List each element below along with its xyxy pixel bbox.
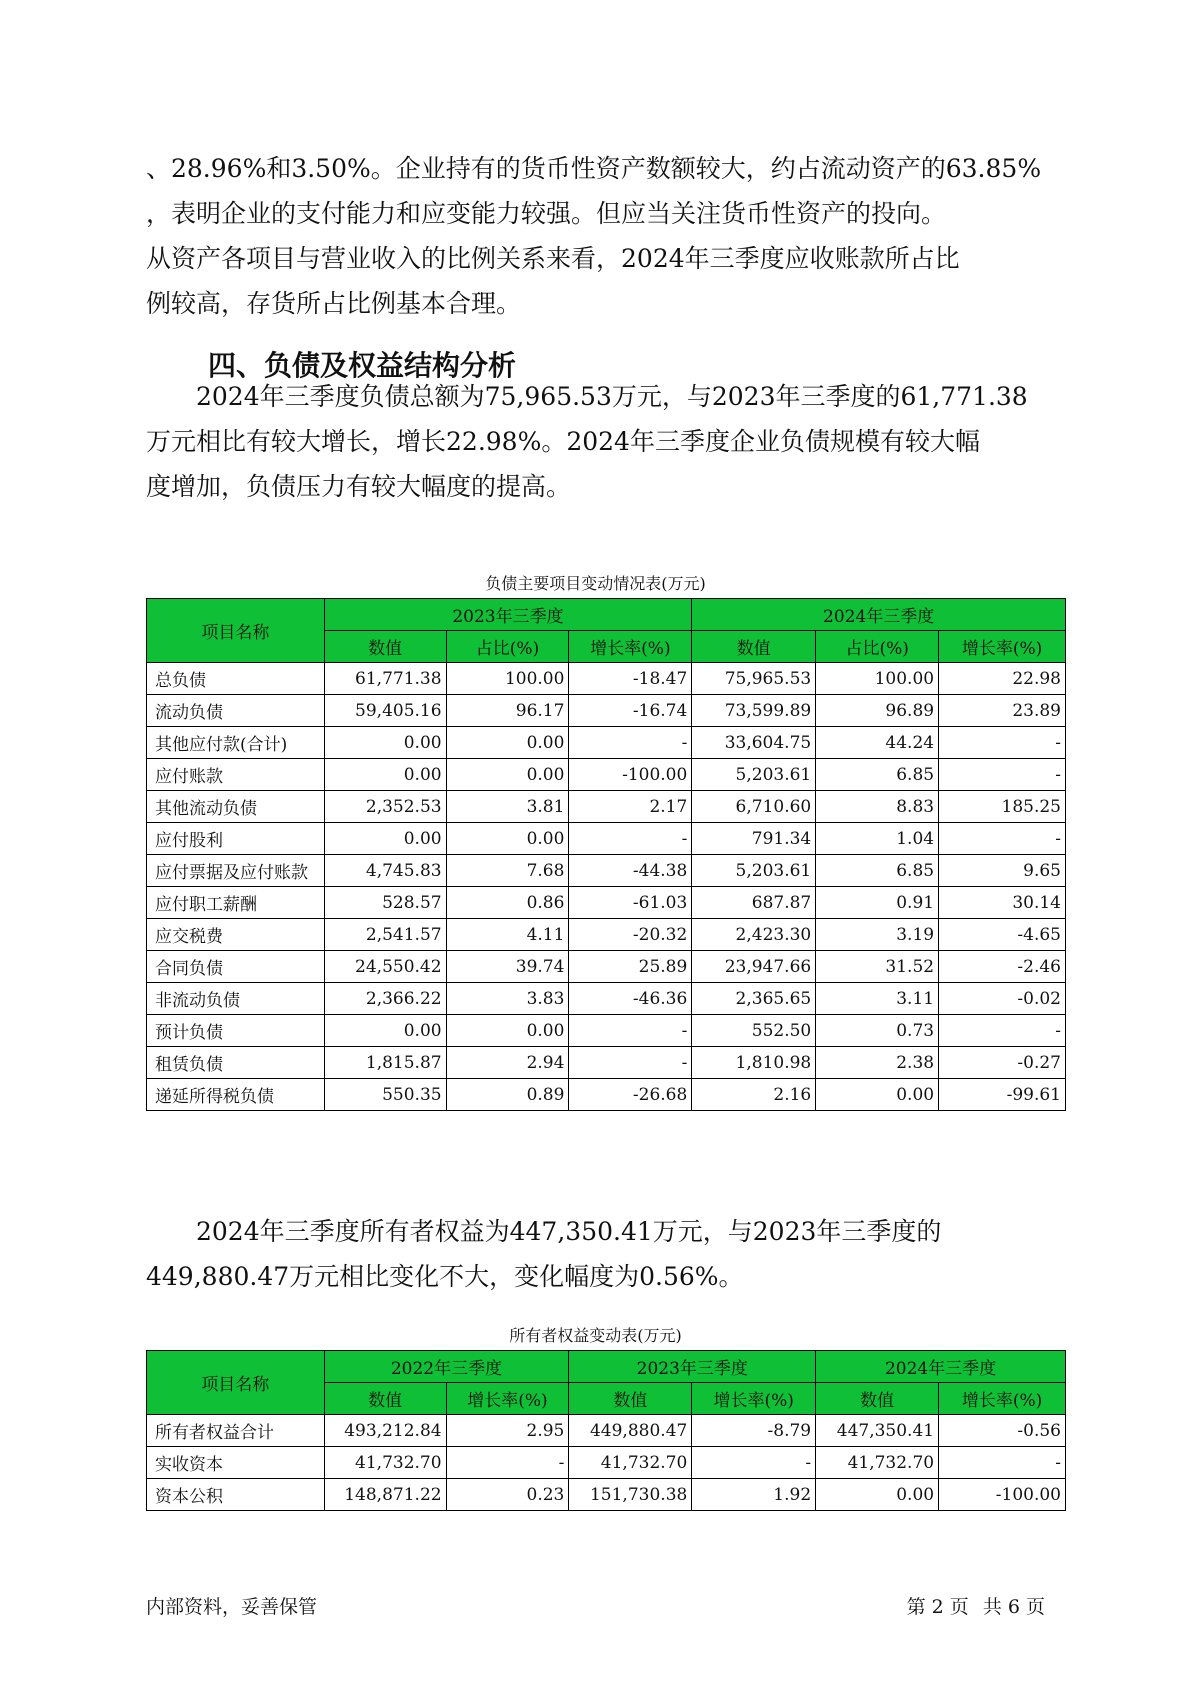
value-cell: 33,604.75: [692, 727, 816, 759]
value-cell: 5,203.61: [692, 759, 816, 791]
value-cell: 73,599.89: [692, 695, 816, 727]
page-total: 共 6 页: [982, 1596, 1045, 1618]
value-cell: -100.00: [569, 759, 692, 791]
value-cell: 5,203.61: [692, 855, 816, 887]
value-cell: 0.00: [446, 1015, 569, 1047]
value-cell: 59,405.16: [324, 695, 446, 727]
footer-page-info: [899, 1592, 1045, 1619]
row-label-cell: 预计负债: [147, 1015, 325, 1047]
value-cell: 30.14: [939, 887, 1066, 919]
row-label-cell: 应付账款: [147, 759, 325, 791]
intro-line: 例较高，存货所占比例基本合理。: [146, 289, 522, 318]
value-cell: 2,365.65: [692, 983, 816, 1015]
value-cell: 75,965.53: [692, 663, 816, 695]
value-cell: 2,366.22: [324, 983, 446, 1015]
value-cell: 151,730.38: [569, 1479, 692, 1511]
liabilities-paragraph: [146, 374, 1066, 509]
value-cell: -20.32: [569, 919, 692, 951]
table-row: [147, 791, 1066, 823]
table-row: [147, 823, 1066, 855]
value-cell: 3.83: [446, 983, 569, 1015]
sub-header: 增长率(%): [446, 1383, 569, 1415]
liabilities-line: 2024年三季度负债总额为75,965.53万元，与2023年三季度的61,771.38: [146, 382, 1028, 411]
intro-line: 从资产各项目与营业收入的比例关系来看，2024年三季度应收账款所占比: [146, 244, 960, 273]
table-row: [147, 1479, 1066, 1511]
value-cell: -16.74: [569, 695, 692, 727]
section-heading: 四、负债及权益结构分析: [208, 349, 517, 382]
period-header: 2024年三季度: [692, 599, 1066, 631]
value-cell: 0.00: [324, 727, 446, 759]
table-row: [147, 887, 1066, 919]
footer-confidential-note: 内部资料，妥善保管: [146, 1596, 318, 1618]
value-cell: -0.56: [939, 1415, 1066, 1447]
liabilities-table-body: [147, 663, 1066, 1111]
value-cell: -61.03: [569, 887, 692, 919]
value-cell: -: [569, 823, 692, 855]
row-label-cell: 其他应付款(合计): [147, 727, 325, 759]
sub-header: 数值: [692, 631, 816, 663]
value-cell: 552.50: [692, 1015, 816, 1047]
table-row: [147, 983, 1066, 1015]
value-cell: 0.00: [446, 823, 569, 855]
value-cell: 493,212.84: [324, 1415, 446, 1447]
value-cell: 41,732.70: [569, 1447, 692, 1479]
value-cell: 6,710.60: [692, 791, 816, 823]
value-cell: 44.24: [816, 727, 939, 759]
value-cell: 0.00: [324, 823, 446, 855]
value-cell: 2,352.53: [324, 791, 446, 823]
value-cell: 4,745.83: [324, 855, 446, 887]
value-cell: 447,350.41: [816, 1415, 939, 1447]
value-cell: 7.68: [446, 855, 569, 887]
value-cell: -: [939, 727, 1066, 759]
row-label-cell: 资本公积: [147, 1479, 325, 1511]
value-cell: -0.27: [939, 1047, 1066, 1079]
value-cell: 0.00: [816, 1479, 939, 1511]
value-cell: 0.89: [446, 1079, 569, 1111]
value-cell: 39.74: [446, 951, 569, 983]
value-cell: -2.46: [939, 951, 1066, 983]
value-cell: 100.00: [446, 663, 569, 695]
value-cell: 22.98: [939, 663, 1066, 695]
value-cell: 0.86: [446, 887, 569, 919]
table-row: [147, 759, 1066, 791]
value-cell: 0.00: [324, 759, 446, 791]
intro-paragraph: [146, 146, 1066, 326]
value-cell: 41,732.70: [816, 1447, 939, 1479]
period-header: 2023年三季度: [324, 599, 692, 631]
row-label-cell: 所有者权益合计: [147, 1415, 325, 1447]
value-cell: -: [939, 1015, 1066, 1047]
row-label-cell: 总负债: [147, 663, 325, 695]
row-label-cell: 递延所得税负债: [147, 1079, 325, 1111]
equity-table-body: [147, 1415, 1066, 1511]
value-cell: -: [939, 759, 1066, 791]
row-label-cell: 租赁负债: [147, 1047, 325, 1079]
sub-header: 数值: [324, 631, 446, 663]
value-cell: 23.89: [939, 695, 1066, 727]
table-row: [147, 1015, 1066, 1047]
value-cell: 3.11: [816, 983, 939, 1015]
value-cell: 23,947.66: [692, 951, 816, 983]
value-cell: 1,815.87: [324, 1047, 446, 1079]
value-cell: 1,810.98: [692, 1047, 816, 1079]
value-cell: -: [446, 1447, 569, 1479]
sub-header: 数值: [324, 1383, 446, 1415]
value-cell: 0.91: [816, 887, 939, 919]
equity-line: 449,880.47万元相比变化不大，变化幅度为0.56%。: [146, 1262, 744, 1291]
sub-header: 增长率(%): [939, 631, 1066, 663]
value-cell: 2,423.30: [692, 919, 816, 951]
value-cell: 528.57: [324, 887, 446, 919]
item-name-header: 项目名称: [147, 1351, 325, 1415]
sub-header: 占比(%): [446, 631, 569, 663]
row-label-cell: 应付职工薪酬: [147, 887, 325, 919]
value-cell: -100.00: [939, 1479, 1066, 1511]
value-cell: 1.92: [692, 1479, 816, 1511]
equity-table: [146, 1350, 1066, 1511]
table-row: [147, 951, 1066, 983]
period-header: 2024年三季度: [816, 1351, 1066, 1383]
period-header: 2022年三季度: [324, 1351, 569, 1383]
value-cell: -44.38: [569, 855, 692, 887]
value-cell: 2.95: [446, 1415, 569, 1447]
intro-line: 、28.96%和3.50%。企业持有的货币性资产数额较大，约占流动资产的63.85%: [146, 154, 1042, 183]
liabilities-table: [146, 598, 1066, 1111]
value-cell: 2.17: [569, 791, 692, 823]
value-cell: -0.02: [939, 983, 1066, 1015]
value-cell: -4.65: [939, 919, 1066, 951]
value-cell: 1.04: [816, 823, 939, 855]
value-cell: 449,880.47: [569, 1415, 692, 1447]
value-cell: 2.94: [446, 1047, 569, 1079]
sub-header: 数值: [569, 1383, 692, 1415]
value-cell: 3.81: [446, 791, 569, 823]
value-cell: -: [939, 1447, 1066, 1479]
row-label-cell: 应交税费: [147, 919, 325, 951]
row-label-cell: 应付票据及应付账款: [147, 855, 325, 887]
page-number: 第 2 页: [906, 1596, 969, 1618]
table-row: [147, 1047, 1066, 1079]
value-cell: 687.87: [692, 887, 816, 919]
value-cell: 0.73: [816, 1015, 939, 1047]
value-cell: 0.23: [446, 1479, 569, 1511]
value-cell: -: [569, 1047, 692, 1079]
value-cell: 2,541.57: [324, 919, 446, 951]
value-cell: -: [569, 1015, 692, 1047]
period-header: 2023年三季度: [569, 1351, 816, 1383]
value-cell: 791.34: [692, 823, 816, 855]
equity-line: 2024年三季度所有者权益为447,350.41万元，与2023年三季度的: [146, 1217, 942, 1246]
value-cell: 3.19: [816, 919, 939, 951]
equity-paragraph: [146, 1209, 1066, 1299]
row-label-cell: 实收资本: [147, 1447, 325, 1479]
row-label-cell: 其他流动负债: [147, 791, 325, 823]
table-row: [147, 1079, 1066, 1111]
value-cell: -99.61: [939, 1079, 1066, 1111]
value-cell: 8.83: [816, 791, 939, 823]
row-label-cell: 流动负债: [147, 695, 325, 727]
value-cell: 31.52: [816, 951, 939, 983]
value-cell: 0.00: [324, 1015, 446, 1047]
table-row: [147, 1415, 1066, 1447]
sub-header: 增长率(%): [692, 1383, 816, 1415]
table-row: [147, 919, 1066, 951]
value-cell: -18.47: [569, 663, 692, 695]
sub-header: 数值: [816, 1383, 939, 1415]
value-cell: -: [569, 727, 692, 759]
value-cell: 4.11: [446, 919, 569, 951]
table-row: [147, 663, 1066, 695]
sub-header: 占比(%): [816, 631, 939, 663]
sub-header: 增长率(%): [569, 631, 692, 663]
table-row: [147, 727, 1066, 759]
value-cell: 185.25: [939, 791, 1066, 823]
table-row: [147, 695, 1066, 727]
value-cell: 96.17: [446, 695, 569, 727]
value-cell: 6.85: [816, 759, 939, 791]
value-cell: 61,771.38: [324, 663, 446, 695]
value-cell: 6.85: [816, 855, 939, 887]
value-cell: -26.68: [569, 1079, 692, 1111]
liabilities-table-caption: 负债主要项目变动情况表(万元): [485, 574, 706, 593]
equity-table-caption: 所有者权益变动表(万元): [509, 1326, 682, 1345]
value-cell: 41,732.70: [324, 1447, 446, 1479]
liabilities-line: 度增加，负债压力有较大幅度的提高。: [146, 472, 572, 501]
value-cell: -: [939, 823, 1066, 855]
row-label-cell: 合同负债: [147, 951, 325, 983]
value-cell: 2.16: [692, 1079, 816, 1111]
intro-line: ，表明企业的支付能力和应变能力较强。但应当关注货币性资产的投向。: [146, 199, 947, 228]
table-row: [147, 855, 1066, 887]
value-cell: 0.00: [816, 1079, 939, 1111]
value-cell: 25.89: [569, 951, 692, 983]
value-cell: 9.65: [939, 855, 1066, 887]
value-cell: 100.00: [816, 663, 939, 695]
value-cell: 148,871.22: [324, 1479, 446, 1511]
value-cell: 24,550.42: [324, 951, 446, 983]
item-name-header: 项目名称: [147, 599, 325, 663]
value-cell: 0.00: [446, 727, 569, 759]
value-cell: 2.38: [816, 1047, 939, 1079]
table-row: [147, 1447, 1066, 1479]
row-label-cell: 非流动负债: [147, 983, 325, 1015]
sub-header: 增长率(%): [939, 1383, 1066, 1415]
value-cell: -: [692, 1447, 816, 1479]
value-cell: -46.36: [569, 983, 692, 1015]
value-cell: 0.00: [446, 759, 569, 791]
row-label-cell: 应付股利: [147, 823, 325, 855]
value-cell: 550.35: [324, 1079, 446, 1111]
value-cell: 96.89: [816, 695, 939, 727]
liabilities-line: 万元相比有较大增长，增长22.98%。2024年三季度企业负债规模有较大幅: [146, 427, 980, 456]
value-cell: -8.79: [692, 1415, 816, 1447]
